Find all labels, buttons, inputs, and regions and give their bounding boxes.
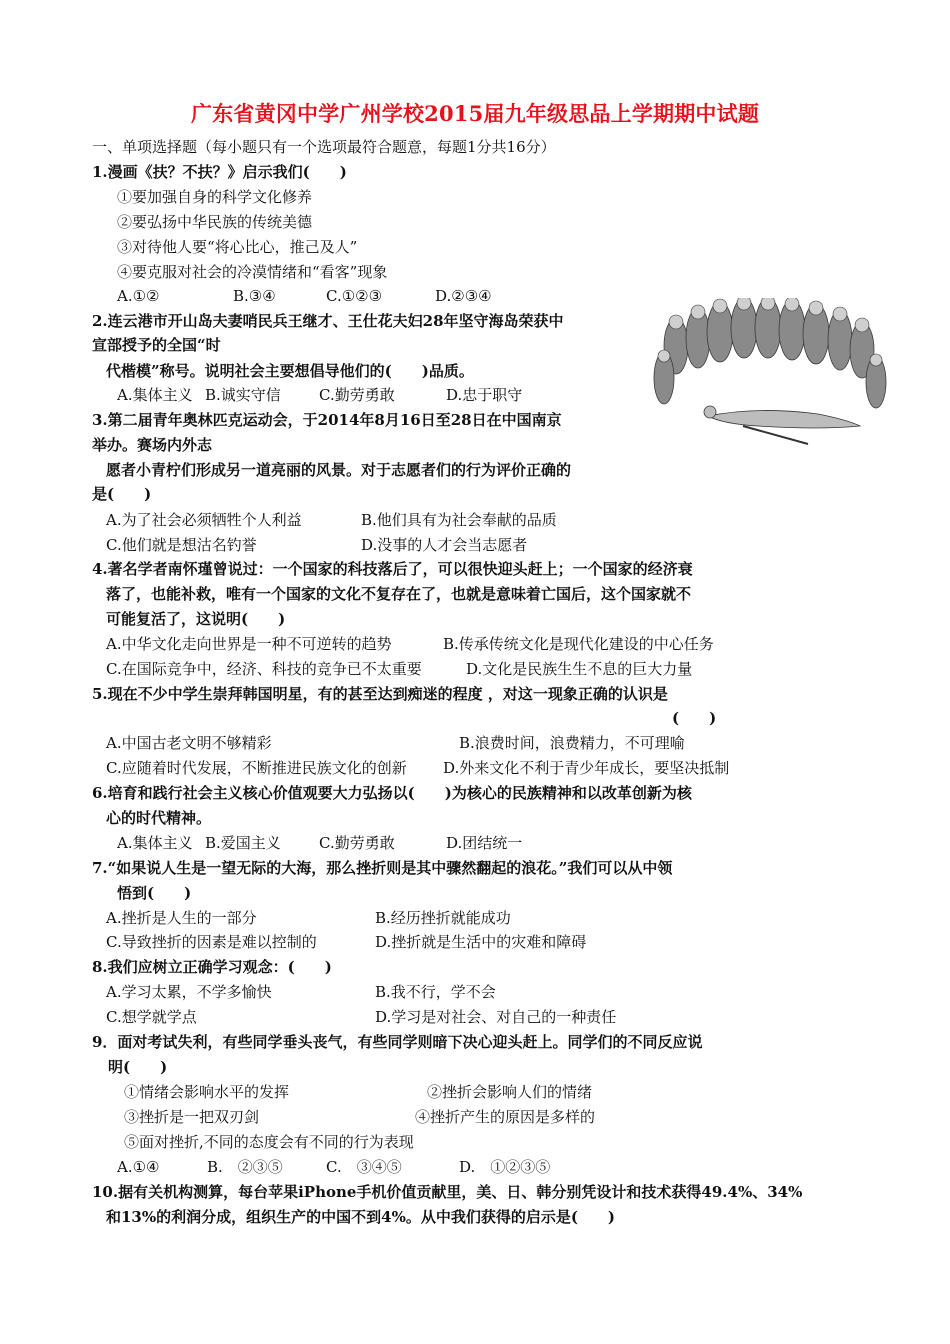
question-2-stem-line-2: 宣部授予的全国“时: [92, 336, 221, 354]
question-1-item-4: ④要克服对社会的冷漠情绪和“看客”现象: [117, 263, 388, 281]
question-9-item-5: ⑤面对挫折,不同的态度会有不同的行为表现: [124, 1133, 414, 1151]
question-3-stem-line-1: 3.第二届青年奥林匹克运动会，于2014年8月16日至28日在中国南京: [92, 411, 562, 429]
question-5-stem-line-2: ( ): [672, 709, 717, 727]
question-1-item-2: ②要弘扬中华民族的传统美德: [117, 213, 313, 231]
question-10-stem-line-2: 和13%的利润分成，组织生产的中国不到4%。从中我们获得的启示是( ): [106, 1208, 616, 1226]
question-2-option-b: B.诚实守信: [205, 386, 281, 404]
question-6-stem-line-1: 6.培育和践行社会主义核心价值观要大力弘扬以( )为核心的民族精神和以改革创新为核: [92, 784, 692, 802]
question-1-option-a: A.①②: [117, 287, 160, 305]
question-3-option-a: A.为了社会必须牺牲个人利益: [106, 511, 302, 529]
question-2-stem-line-3: 代楷模”称号。说明社会主要想倡导他们的( )品质。: [106, 362, 474, 380]
question-5-option-d: D.外来文化不利于青少年成长，要坚决抵制: [443, 759, 730, 777]
question-9-item-4: ④挫折产生的原因是多样的: [415, 1108, 596, 1126]
question-1-option-b: B.③④: [233, 287, 276, 305]
question-5-option-a: A.中国古老文明不够精彩: [106, 734, 272, 752]
question-3-stem-line-4: 是( ): [92, 485, 152, 503]
question-7-stem-line-1: 7.“如果说人生是一望无际的大海，那么挫折则是其中骤然翻起的浪花。”我们可以从中领: [92, 859, 673, 877]
question-3-stem-line-3: 愿者小青柠们形成另一道亮丽的风景。对于志愿者们的行为评价正确的: [106, 461, 572, 479]
question-7-stem-line-2: 悟到( ): [117, 884, 192, 902]
question-9-option-b: B. ②③⑤: [207, 1158, 283, 1176]
question-8-option-d: D.学习是对社会、对自己的一种责任: [375, 1008, 617, 1026]
question-5-option-c: C.应随着时代发展，不断推进民族文化的创新: [106, 759, 407, 777]
question-2-stem-line-1: 2.连云港市开山岛夫妻哨民兵王继才、王仕花夫妇28年坚守海岛荣获中: [92, 312, 564, 330]
question-8-option-a: A.学习太累，不学多愉快: [106, 983, 272, 1001]
cartoon-illustration: [648, 298, 888, 450]
question-8-option-b: B.我不行，学不会: [375, 983, 496, 1001]
question-8-stem: 8.我们应树立正确学习观念：( ): [92, 958, 332, 976]
question-1-option-d: D.②③④: [435, 287, 492, 305]
question-9-stem-line-2: 明( ): [108, 1058, 168, 1076]
question-1-option-c: C.①②③: [326, 287, 383, 305]
question-4-stem-line-1: 4.著名学者南怀瑾曾说过：一个国家的科技落后了，可以很快迎头赶上；一个国家的经济衰: [92, 560, 693, 578]
question-3-option-d: D.没事的人才会当志愿者: [361, 536, 528, 554]
question-1-item-3: ③对待他人要“将心比心，推己及人”: [117, 238, 358, 256]
question-4-stem-line-2: 落了，也能补救，唯有一个国家的文化不复存在了，也就是意味着亡国后，这个国家就不: [106, 585, 692, 603]
question-7-option-a: A.挫折是人生的一部分: [106, 909, 257, 927]
question-9-option-d: D. ①②③⑤: [459, 1158, 551, 1176]
question-4-option-d: D.文化是民族生生不息的巨大力量: [466, 660, 693, 678]
question-7-option-b: B.经历挫折就能成功: [375, 909, 511, 927]
question-1-stem: 1.漫画《扶？不扶？》启示我们( ): [92, 163, 347, 181]
question-4-option-b: B.传承传统文化是现代化建设的中心任务: [443, 635, 714, 653]
question-7-option-c: C.导致挫折的因素是难以控制的: [106, 933, 317, 951]
question-2-option-d: D.忠于职守: [446, 386, 523, 404]
question-3-option-b: B.他们具有为社会奉献的品质: [361, 511, 557, 529]
question-6-option-c: C.勤劳勇敢: [319, 834, 395, 852]
question-9-stem-line-1: 9．面对考试失利，有些同学垂头丧气，有些同学则暗下决心迎头赶上。同学们的不同反应说: [92, 1033, 703, 1051]
question-6-stem-line-2: 心的时代精神。: [106, 809, 212, 827]
section-heading: 一、单项选择题（每小题只有一个选项最符合题意，每题1分共16分）: [92, 138, 556, 156]
question-6-option-b: B.爱国主义: [205, 834, 281, 852]
page-title: 广东省黄冈中学广州学校2015届九年级思品上学期期中试题: [190, 101, 760, 126]
question-2-option-c: C.勤劳勇敢: [319, 386, 395, 404]
question-9-item-2: ②挫折会影响人们的情绪: [427, 1083, 593, 1101]
question-6-option-d: D.团结统一: [446, 834, 523, 852]
question-9-item-1: ①情绪会影响水平的发挥: [124, 1083, 290, 1101]
question-1-item-1: ①要加强自身的科学文化修养: [117, 188, 313, 206]
question-4-option-a: A.中华文化走向世界是一种不可逆转的趋势: [106, 635, 392, 653]
question-4-stem-line-3: 可能复活了，这说明( ): [106, 610, 286, 628]
question-6-option-a: A.集体主义: [117, 834, 193, 852]
question-3-option-c: C.他们就是想沽名钓誉: [106, 536, 257, 554]
question-10-stem-line-1: 10.据有关机构测算，每台苹果iPhone手机价值贡献里，美、日、韩分别凭设计和技术获得49.4%、34%: [92, 1183, 803, 1201]
question-9-option-c: C. ③④⑤: [326, 1158, 402, 1176]
question-7-option-d: D.挫折就是生活中的灾难和障碍: [375, 933, 587, 951]
question-9-option-a: A.①④: [117, 1158, 160, 1176]
question-4-option-c: C.在国际竞争中，经济、科技的竞争已不太重要: [106, 660, 422, 678]
question-5-option-b: B.浪费时间，浪费精力，不可理喻: [459, 734, 685, 752]
question-2-option-a: A.集体主义: [117, 386, 193, 404]
question-9-item-3: ③挫折是一把双刃剑: [124, 1108, 260, 1126]
question-5-stem-line-1: 5.现在不少中学生崇拜韩国明星，有的甚至达到痴迷的程度 ，对这一现象正确的认识是: [92, 685, 668, 703]
question-3-stem-line-2: 举办。赛场内外志: [92, 436, 213, 454]
question-8-option-c: C.想学就学点: [106, 1008, 197, 1026]
